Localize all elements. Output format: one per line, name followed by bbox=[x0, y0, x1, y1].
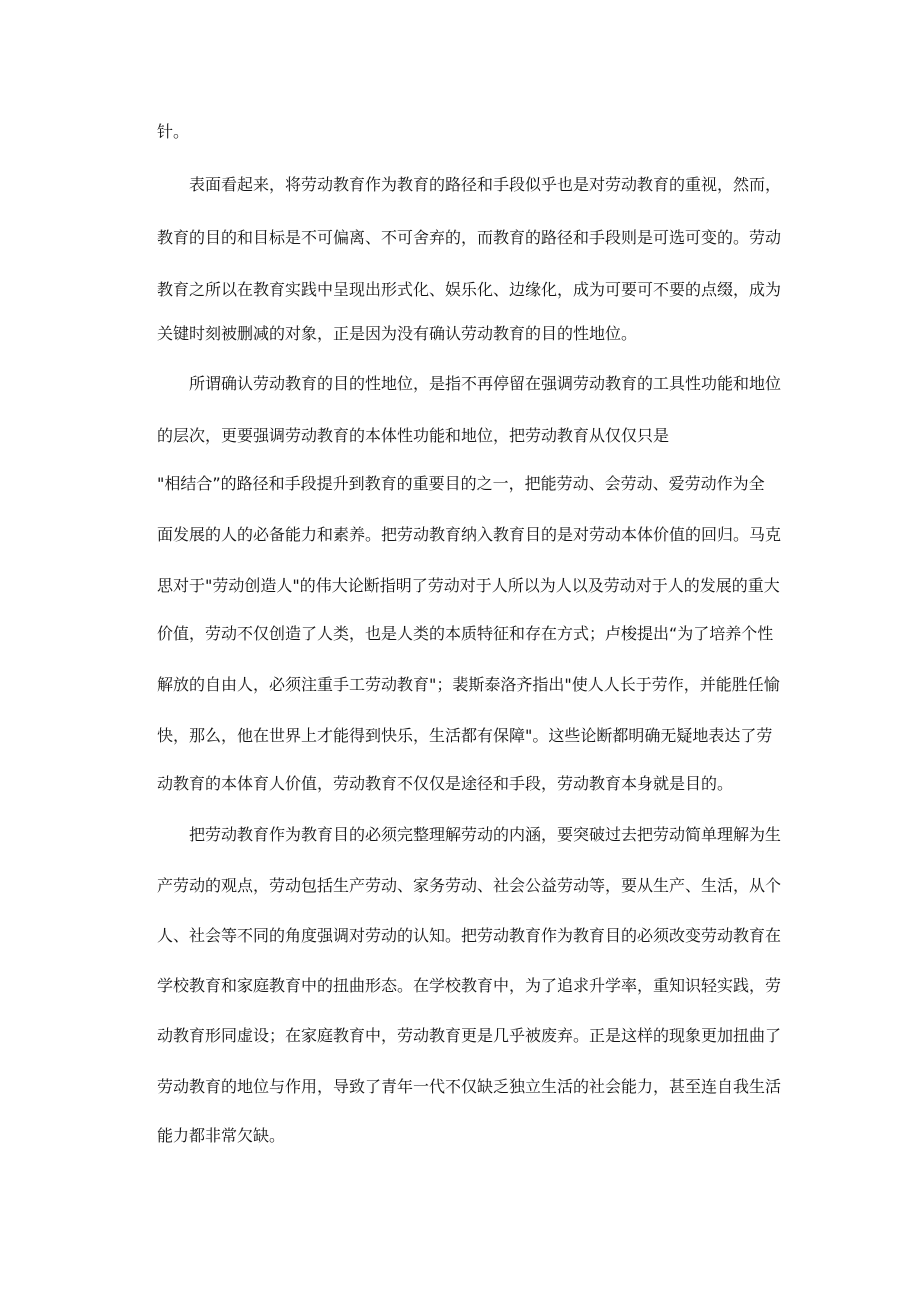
text-line: 学校教育和家庭教育中的扭曲形态。在学校教育中，为了追求升学率，重知识轻实践，劳 bbox=[157, 976, 782, 995]
text-line: 针。 bbox=[157, 122, 190, 141]
text-line: 动教育的本体育人价值，劳动教育不仅仅是途径和手段，劳动教育本身就是目的。 bbox=[157, 774, 734, 793]
paragraph-first-line: 表面看起来，将劳动教育作为教育的路径和手段似乎也是对劳动教育的重视，然而， bbox=[189, 175, 782, 194]
text-line: 价值，劳动不仅创造了人类，也是人类的本质特征和存在方式；卢梭提出“为了培养个性 bbox=[157, 624, 774, 643]
text-line: 能力都非常欠缺。 bbox=[157, 1126, 286, 1145]
paragraph-first-line: 把劳动教育作为教育目的必须完整理解劳动的内涵，要突破过去把劳动简单理解为生 bbox=[189, 825, 782, 844]
text-line: 解放的自由人，必须注重手工劳动教育"；裴斯泰洛齐指出"使人人长于劳作，并能胜任愉 bbox=[157, 675, 780, 694]
text-line: 劳动教育的地位与作用，导致了青年一代不仅缺乏独立生活的社会能力，甚至连自我生活 bbox=[157, 1077, 782, 1096]
text-line: 动教育形同虚设；在家庭教育中，劳动教育更是几乎被废弃。正是这样的现象更加扭曲了 bbox=[157, 1026, 782, 1045]
paragraph-first-line: 所谓确认劳动教育的目的性地位，是指不再停留在强调劳动教育的工具性功能和地位 bbox=[189, 374, 782, 393]
text-line: 教育的目的和目标是不可偏离、不可舍弃的，而教育的路径和手段则是可选可变的。劳动 bbox=[157, 228, 782, 247]
text-line: 关键时刻被删减的对象，正是因为没有确认劳动教育的目的性地位。 bbox=[157, 324, 638, 343]
text-line: "相结合”的路径和手段提升到教育的重要目的之一，把能劳动、会劳动、爱劳动作为全 bbox=[157, 474, 765, 493]
text-line: 思对于"劳动创造人"的伟大论断指明了劳动对于人所以为人以及劳动对于人的发展的重大 bbox=[157, 576, 780, 595]
text-line: 人、社会等不同的角度强调对劳动的认知。把劳动教育作为教育目的必须改变劳动教育在 bbox=[157, 926, 782, 945]
text-line: 教育之所以在教育实践中呈现出形式化、娱乐化、边缘化，成为可要可不要的点缀，成为 bbox=[157, 280, 782, 299]
text-line: 产劳动的观点，劳动包括生产劳动、家务劳动、社会公益劳动等，要从生产、生活，从个 bbox=[157, 876, 782, 895]
text-line: 的层次，更要强调劳动教育的本体性功能和地位，把劳动教育从仅仅只是 bbox=[157, 426, 670, 445]
text-line: 快，那么，他在世界上才能得到快乐，生活都有保障"。这些论断都明确无疑地表达了劳 bbox=[157, 726, 773, 745]
text-line: 面发展的人的必备能力和素养。把劳动教育纳入教育目的是对劳动本体价值的回归。马克 bbox=[157, 525, 782, 544]
